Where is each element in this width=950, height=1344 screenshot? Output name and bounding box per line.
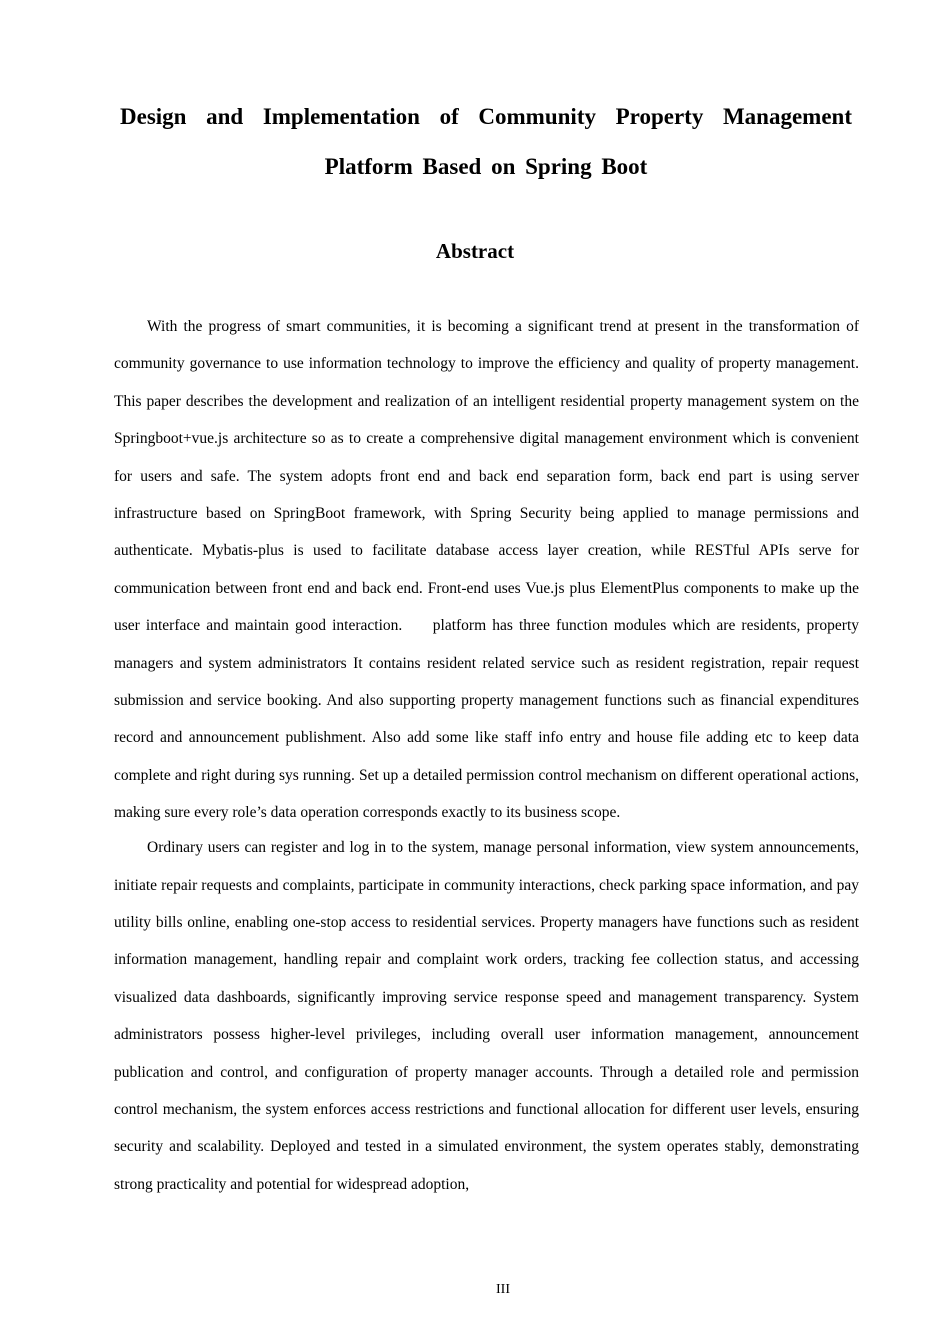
abstract-paragraph-1: With the progress of smart communities, it is becoming a significant trend at present in the transformation of community governance to use information technology to improve the efficiency and quality of property management. This paper describes the development and realization of an intelligent residential property management system on the Springboot+vue.js architecture so as to create a comprehensive digital management environment which is convenient for users and safe. The system adopts front end and back end separation form, back end part is using server infrastructure based on SpringBoot framework, with Spring Security being applied to manage permissions and authenticate. Mybatis-plus is used to facilitate database access layer creation, while RESTful APIs serve for communication between front end and back end. Front-end uses Vue.js plus ElementPlus components to make up the user interface and maintain good interaction. platform has three function modules which are residents, property managers and system administrators It contains resident related service such as resident registration, repair request submission and service booking. And also supporting property management functions such as financial expenditures record and announcement publishment. Also add some like staff info entry and house file adding etc to keep data complete and right during sys running. Set up a detailed permission control mechanism on different operational actions, making sure every role’s data operation corresponds exactly to its business scope.	[114, 318, 859, 822]
paper-title	[120, 92, 852, 192]
page-number: III	[496, 1282, 510, 1297]
abstract-heading: Abstract	[435, 239, 515, 263]
paper-title-line-2: Platform Based on Spring Boot	[324, 154, 648, 179]
abstract-paragraph-2: Ordinary users can register and log in to the system, manage personal information, view system announcements, initiate repair requests and complaints, participate in community interactions, check parking space information, and pay utility bills online, enabling one-stop access to residential services. Property managers have functions such as resident information management, handling repair and complaint work orders, tracking fee collection status, and accessing visualized data dashboards, significantly improving service response speed and management transparency. System administrators possess higher-level privileges, including overall user information management, announcement publication and control, and configuration of property manager accounts. Through a detailed role and permission control mechanism, the system enforces access restrictions and functional allocation for different user levels, ensuring security and scalability. Deployed and tested in a simulated environment, the system operates stably, demonstrating strong practicality and potential for widespread adoption,	[114, 839, 859, 1193]
abstract-body	[114, 308, 859, 1203]
paper-title-line-1: Design and Implementation of Community Property Management	[120, 104, 852, 129]
